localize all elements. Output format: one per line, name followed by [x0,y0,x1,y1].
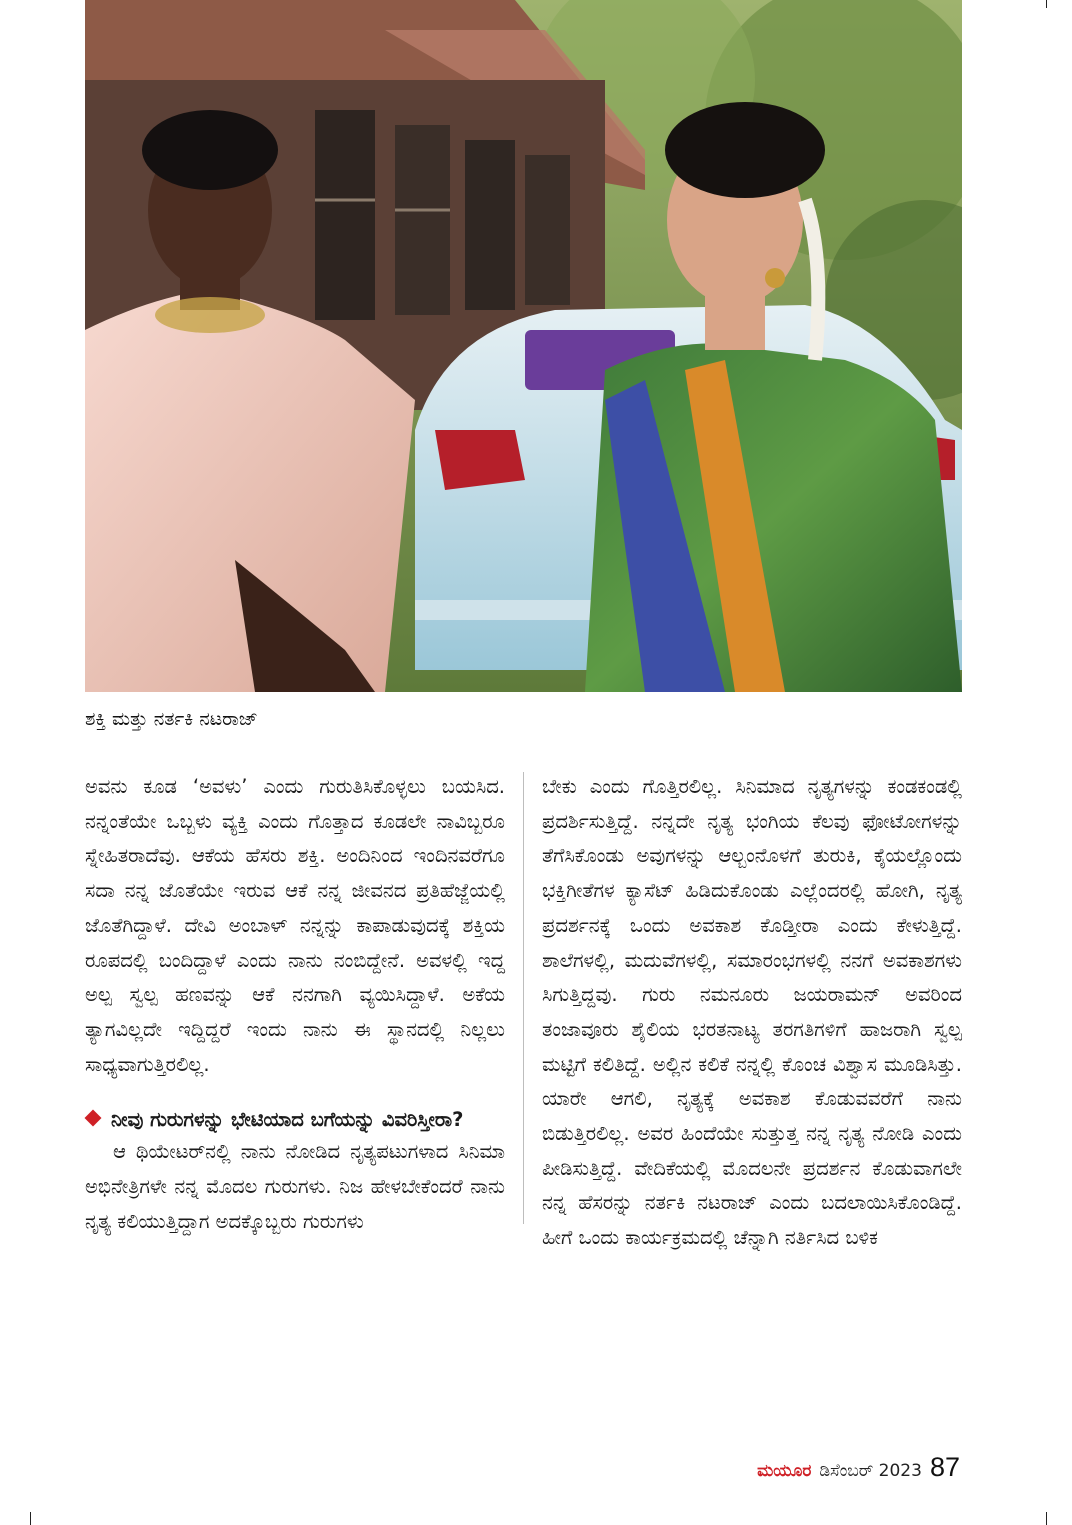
column-divider [523,772,524,1224]
page-number: 87 [929,1452,960,1482]
magazine-brand: ಮಯೂರ [757,1461,812,1481]
issue-date: ಡಿಸೆಂಬರ್ 2023 [819,1461,922,1481]
crop-mark-top-right [1046,0,1047,8]
crop-mark-bottom-left [30,1512,31,1525]
question-text: ನೀವು ಗುರುಗಳನ್ನು ಭೇಟಿಯಾದ ಬಗೆಯನ್ನು ವಿವರಿಸ್ತೀರಾ? [111,1108,464,1132]
crop-mark-bottom-right [1046,1512,1047,1525]
body-paragraph: ಅವನು ಕೂಡ ‘ಅವಳು’ ಎಂದು ಗುರುತಿಸಿಕೊಳ್ಳಲು ಬಯಸಿದ. ನನ್ನಂತೆಯೇ ಒಬ್ಬಳು ವ್ಯಕ್ತಿ ಎಂದು ಗೊತ್ತಾದ ಕೂಡಲೇ ನಾವಿಬ್ಬರೂ ಸ್ನೇಹಿತರಾದೆವು. ಆಕೆಯ ಹೆಸರು ಶಕ್ತಿ. ಅಂದಿನಿಂದ ಇಂದಿನವರೆಗೂ ಸದಾ ನನ್ನ ಜೊತೆಯೇ ಇರುವ ಆಕೆ ನನ್ನ ಜೀವನದ ಪ್ರತಿಹೆಜ್ಜೆಯಲ್ಲಿ ಜೊತೆಗಿದ್ದಾಳೆ. ದೇವಿ ಅಂಬಾಳ್ ನನ್ನನ್ನು ಕಾಪಾಡುವುದಕ್ಕೆ ಶಕ್ತಿಯ ರೂಪದಲ್ಲಿ ಬಂದಿದ್ದಾಳೆ ಎಂದು ನಾನು ನಂಬಿದ್ದೇನೆ. ಅವಳಲ್ಲಿ ಇದ್ದ ಅಲ್ಪ ಸ್ವಲ್ಪ ಹಣವನ್ನು ಆಕೆ ನನಗಾಗಿ ವ್ಯಯಿಸಿದ್ದಾಳೆ. ಅಕೆಯ ತ್ಯಾಗವಿಲ್ಲದೇ ಇದ್ದಿದ್ದರೆ ಇಂದು ನಾನು ಈ ಸ್ಥಾನದಲ್ಲಿ ನಿಲ್ಲಲು ಸಾಧ್ಯವಾಗುತ್ತಿರಲಿಲ್ಲ. [85,775,505,1076]
left-column [85,770,505,1239]
body-paragraph: ಬೇಕು ಎಂದು ಗೊತ್ತಿರಲಿಲ್ಲ. ಸಿನಿಮಾದ ನೃತ್ಯಗಳನ್ನು ಕಂಡಕಂಡಲ್ಲಿ ಪ್ರದರ್ಶಿಸುತ್ತಿದ್ದೆ. ನನ್ನದೇ ನೃತ್ಯ ಭಂಗಿಯ ಕೆಲವು ಫೋಟೋಗಳನ್ನು ತೆಗೆಸಿಕೊಂಡು ಅವುಗಳನ್ನು ಆಲ್ಬಂನೊಳಗೆ ತುರುಕಿ, ಕೈಯಲ್ಲೊಂದು ಭಕ್ತಿಗೀತೆಗಳ ಕ್ಯಾಸೆಟ್ ಹಿಡಿದುಕೊಂಡು ಎಲ್ಲೆಂದರಲ್ಲಿ ಹೋಗಿ, ನೃತ್ಯ ಪ್ರದರ್ಶನಕ್ಕೆ ಒಂದು ಅವಕಾಶ ಕೊಡ್ತೀರಾ ಎಂದು ಕೇಳುತ್ತಿದ್ದೆ. ಶಾಲೆಗಳಲ್ಲಿ, ಮದುವೆಗಳಲ್ಲಿ, ಸಮಾರಂಭಗಳಲ್ಲಿ ನನಗೆ ಅವಕಾಶಗಳು ಸಿಗುತ್ತಿದ್ದವು. ಗುರು ನಮನೂರು ಜಯರಾಮನ್ ಅವರಿಂದ ತಂಜಾವೂರು ಶೈಲಿಯ ಭರತನಾಟ್ಯ ತರಗತಿಗಳಿಗೆ ಹಾಜರಾಗಿ ಸ್ವಲ್ಪ ಮಟ್ಟಿಗೆ ಕಲಿತಿದ್ದೆ. ಅಲ್ಲಿನ ಕಲಿಕೆ ನನ್ನಲ್ಲಿ ಕೊಂಚ ವಿಶ್ವಾಸ ಮೂಡಿಸಿತ್ತು. ಯಾರೇ ಆಗಲಿ, ನೃತ್ಯಕ್ಕೆ ಅವಕಾಶ ಕೊಡುವವರೆಗೆ ನಾನು ಬಿಡುತ್ತಿರಲಿಲ್ಲ. ಅವರ ಹಿಂದೆಯೇ ಸುತ್ತುತ್ತ ನನ್ನ ನೃತ್ಯ ನೋಡಿ ಎಂದು ಪೀಡಿಸುತ್ತಿದ್ದೆ. ವೇದಿಕೆಯಲ್ಲಿ ಮೊದಲನೇ ಪ್ರದರ್ಶನ ಕೊಡುವಾಗಲೇ ನನ್ನ ಹೆಸರನ್ನು ನರ್ತಕಿ ನಟರಾಜ್ ಎಂದು ಬದಲಾಯಿಸಿಕೊಂಡಿದ್ದೆ. ಹೀಗೆ ಒಂದು ಕಾರ್ಯಕ್ರಮದಲ್ಲಿ ಚೆನ್ನಾಗಿ ನರ್ತಿಸಿದ ಬಳಿಕ [542,775,962,1250]
photo-caption: ಶಕ್ತಿ ಮತ್ತು ನರ್ತಕಿ ನಟರಾಜ್ [85,708,258,730]
question-bullet-icon [85,1110,102,1127]
interview-question [85,1104,505,1135]
answer-paragraph: ಆ ಥಿಯೇಟರ್‌ನಲ್ಲಿ ನಾನು ನೋಡಿದ ನೃತ್ಯಪಟುಗಳಾದ ಸಿನಿಮಾ ಅಭಿನೇತ್ರಿಗಳೇ ನನ್ನ ಮೊದಲ ಗುರುಗಳು. ನಿಜ ಹೇಳಬೇಕೆಂದರೆ ನಾನು ನೃತ್ಯ ಕಲಿಯುತ್ತಿದ್ದಾಗ ಅದಕ್ಕೊಬ್ಬರು ಗುರುಗಳು [85,1140,505,1233]
article-photo [85,0,962,692]
page-footer [757,1452,960,1483]
right-column [542,770,962,1256]
